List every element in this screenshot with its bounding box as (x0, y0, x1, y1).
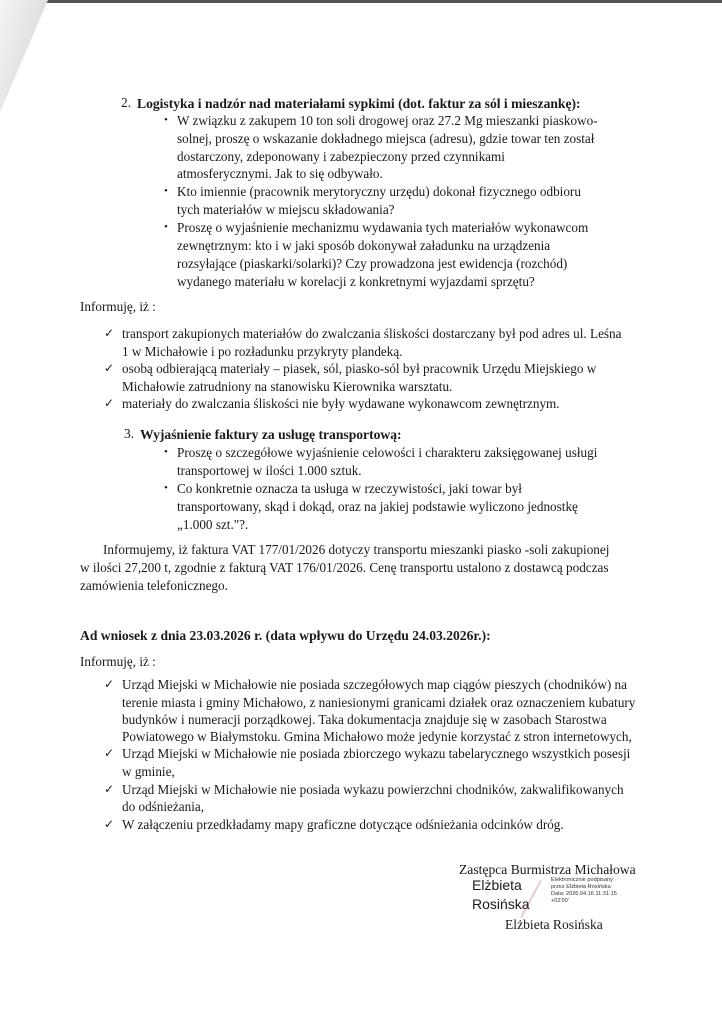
bullet-text: tych materiałów w miejscu składowania? (177, 202, 395, 217)
check-icon: ✓ (104, 677, 115, 691)
check-item-text: 1 w Michałowie i po rozładunku przykryty plandeką. (122, 344, 403, 359)
signature-stamp-line: +02'00' (551, 898, 569, 904)
check-item-text: osobą odbierającą materiały – piasek, sól, piasko-sól był pracownik Urzędu Miejskiego w (122, 361, 597, 376)
bullet-icon: • (164, 185, 168, 197)
bullet-text: rozsyłające (piaskarki/solarki)? Czy prowadzona jest ewidencja (rozchód) (177, 256, 568, 271)
bullet-text: wydanego materiału w korelacji z konkretnymi wyjazdami sprzętu? (177, 274, 535, 289)
check-item-text: W załączeniu przedkładamy mapy graficzne dotyczące odśnieżania odcinków dróg. (122, 817, 564, 832)
bullet-icon: • (164, 482, 168, 494)
check-icon: ✓ (104, 396, 115, 410)
check-item-text: terenie miasta i gminy Michałowo, z naniesionymi granicami działek oraz oznaczeniem kubatury (122, 695, 636, 710)
check-item-text: Powiatowego w Białymstoku. Gmina Michałowo może jedynie korzystać z stron internetowych, (122, 729, 632, 744)
signatory-title: Zastępca Burmistrza Michałowa (459, 862, 636, 877)
request-intro: Informuję, iż : (80, 654, 156, 669)
bullet-icon: • (164, 446, 168, 458)
scan-top-edge (0, 0, 722, 3)
bullet-text: Kto imiennie (pracownik merytoryczny urzędu) dokonał fizycznego odbioru (177, 184, 581, 199)
paragraph-line: w ilości 27,200 t, zgodnie z fakturą VAT 176/01/2026. Cenę transportu ustalono z dostawcą podczas (80, 560, 609, 575)
bullet-text: atmosferycznymi. Jak to się odbywało. (177, 166, 383, 181)
signature-stamp-line: przez Elżbieta Rosińska (551, 884, 611, 890)
request-heading: Ad wniosek z dnia 23.03.2026 r. (data wpływu do Urzędu 24.03.2026r.): (80, 628, 491, 643)
signature-stamp-line: Elektronicznie podpisany (551, 877, 613, 883)
bullet-text: transportowej w ilości 1.000 sztuk. (177, 463, 362, 478)
bullet-text: Proszę o wyjaśnienie mechanizmu wydawania tych materiałów wykonawcom (177, 220, 589, 235)
check-item-text: transport zakupionych materiałów do zwalczania śliskości dostarczany był pod adres ul. Leśna (122, 326, 622, 341)
reply-intro: Informuję, iż : (80, 299, 156, 314)
check-item-text: do odśnieżania, (122, 799, 205, 814)
paragraph-line: Informujemy, iż faktura VAT 177/01/2026 dotyczy transportu mieszanki piasko -soli zakupionej (103, 542, 610, 557)
section-heading: Wyjaśnienie faktury za usługę transportową: (140, 427, 402, 442)
check-item-text: Urząd Miejski w Michałowie nie posiada zbiorczego wykazu tabelarycznego wszystkich posesji (122, 746, 631, 761)
check-icon: ✓ (104, 782, 115, 796)
section-number: 3. (124, 426, 135, 441)
signature-stamp-line: Data: 2026.04.16 11:31:15 (551, 891, 617, 897)
digital-signature-last-name: Rosińska (472, 896, 530, 912)
bullet-icon: • (164, 221, 168, 233)
check-item-text: Urząd Miejski w Michałowie nie posiada wykazu powierzchni chodników, zakwalifikowanych (122, 782, 624, 797)
bullet-text: „1.000 szt."?. (177, 517, 249, 532)
check-item-text: Urząd Miejski w Michałowie nie posiada szczegółowych map ciągów pieszych (chodników) na (122, 677, 627, 692)
bullet-text: transportowany, skąd i dokąd, oraz na jakiej podstawie wyliczono jednostkę (177, 499, 578, 514)
bullet-text: dostarczony, zdeponowany i zabezpieczony przed czynnikami (177, 149, 505, 164)
check-icon: ✓ (104, 746, 115, 760)
signatory-name: Elżbieta Rosińska (505, 917, 603, 932)
digital-signature-first-name: Elżbieta (472, 877, 522, 893)
folded-corner (0, 0, 48, 112)
section-number: 2. (121, 95, 132, 110)
check-item-text: w gminie, (122, 764, 175, 779)
check-item-text: Michałowie zatrudniony na stanowisku Kierownika warsztatu. (122, 379, 453, 394)
check-icon: ✓ (104, 817, 115, 831)
bullet-text: zewnętrznym: kto i w jaki sposób dokonywał załadunku na urządzenia (177, 238, 551, 253)
bullet-text: W związku z zakupem 10 ton soli drogowej oraz 27.2 Mg mieszanki piaskowo- (177, 113, 598, 128)
bullet-text: Proszę o szczegółowe wyjaśnienie celowości i charakteru zaksięgowanej usługi (177, 445, 598, 460)
check-item-text: budynków i numeracji porządkowej. Taka dokumentacja znajduje się w zasobach Starostwa (122, 712, 607, 727)
check-icon: ✓ (104, 361, 115, 375)
check-icon: ✓ (104, 326, 115, 340)
check-item-text: materiały do zwalczania śliskości nie były wydawane wykonawcom zewnętrznym. (122, 396, 560, 411)
paragraph-line: zamówienia telefonicznego. (80, 578, 228, 593)
bullet-text: Co konkretnie oznacza ta usługa w rzeczywistości, jaki towar był (177, 481, 522, 496)
bullet-text: solnej, proszę o wskazanie dokładnego miejsca (adresu), gdzie towar ten został (177, 131, 595, 146)
bullet-icon: • (164, 114, 168, 126)
section-heading: Logistyka i nadzór nad materiałami sypkimi (dot. faktur za sól i mieszankę): (137, 96, 581, 111)
